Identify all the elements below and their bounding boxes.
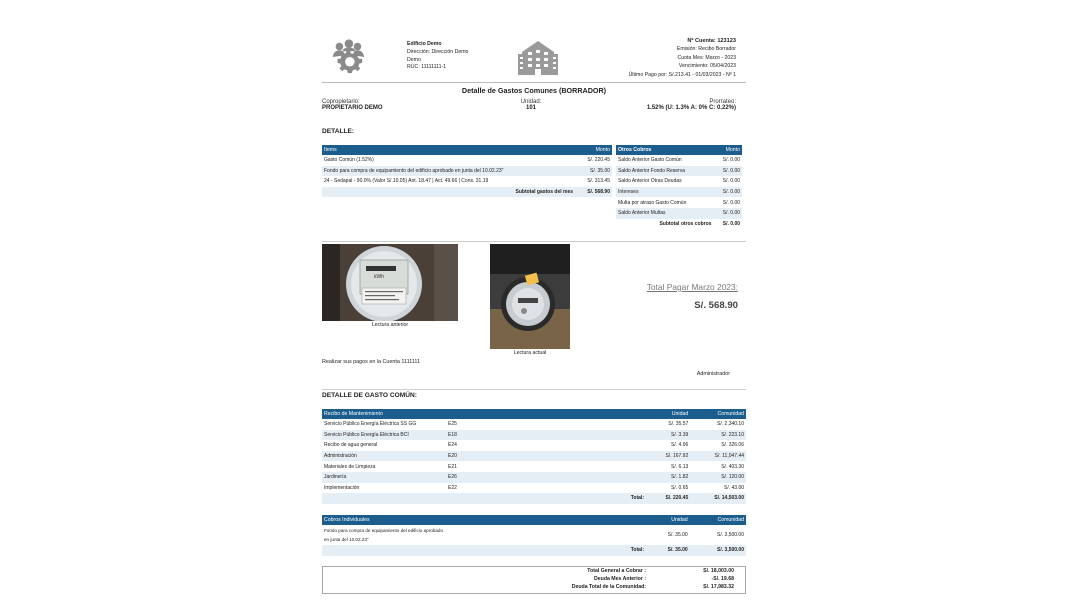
charge-amount: S/. 0.00 bbox=[722, 199, 740, 206]
due-date: Vencimiento: 05/04/2023 bbox=[678, 63, 736, 70]
previous-reading-caption: Lectura anterior bbox=[371, 322, 409, 328]
charge-label: Saldo Anterior Multas bbox=[616, 208, 713, 219]
expense-code: E26 bbox=[446, 472, 646, 483]
table-row bbox=[616, 197, 742, 208]
individual-item-community: S/. 3,500.00 bbox=[717, 532, 744, 538]
building-icon bbox=[516, 38, 560, 76]
expense-unit: S/. 1.82 bbox=[646, 472, 690, 483]
table-row bbox=[322, 461, 746, 472]
company-ruc: RUC: 11111111-1 bbox=[407, 64, 447, 71]
prorate-block bbox=[647, 99, 736, 111]
table-row bbox=[322, 176, 612, 187]
expense-unit: S/. 167.92 bbox=[646, 451, 690, 462]
individual-charges-table bbox=[322, 515, 746, 556]
owner-block bbox=[322, 99, 383, 111]
expense-community: S/. 2,340.10 bbox=[717, 421, 744, 428]
statement-page bbox=[322, 30, 746, 600]
account-number: Nº Cuenta: 123123 bbox=[687, 38, 736, 44]
maintenance-header: Recibo de Mantenimiento bbox=[322, 409, 446, 419]
expense-label: Jardinería bbox=[322, 472, 446, 483]
expense-unit: S/. 4.96 bbox=[671, 442, 689, 449]
account-info bbox=[629, 37, 736, 79]
table-row bbox=[322, 483, 746, 494]
unit-block bbox=[512, 99, 550, 111]
expense-unit: S/. 0.65 bbox=[671, 484, 689, 491]
company-name: Edificio Demo bbox=[407, 41, 442, 47]
item-amount: S/. 313.45 bbox=[587, 178, 610, 185]
expense-code: E21 bbox=[448, 463, 457, 470]
table-row bbox=[322, 419, 746, 430]
unit-col-header: Unidad bbox=[646, 409, 690, 419]
meter-kwh-label: kWh bbox=[374, 274, 384, 280]
expense-community: S/. 43.00 bbox=[723, 484, 744, 491]
code-header bbox=[446, 409, 646, 419]
expense-code: E22 bbox=[448, 484, 457, 491]
total-row bbox=[322, 545, 746, 556]
current-reading-photo bbox=[490, 244, 570, 349]
subtotal-row bbox=[616, 219, 742, 230]
payment-note: Realizar sus pagos en la Cuenta 1111111 bbox=[322, 359, 420, 365]
expense-community: S/. 120.00 bbox=[690, 472, 746, 483]
section-divider bbox=[322, 241, 746, 242]
table-row bbox=[616, 176, 742, 187]
individual-item-unit: S/. 35.00 bbox=[667, 532, 688, 538]
general-total-label: Total General a Cobrar : bbox=[587, 568, 646, 574]
subtotal-label: Subtotal gastos del mes bbox=[322, 187, 575, 198]
table-row bbox=[616, 166, 742, 177]
expense-code: E24 bbox=[448, 442, 457, 449]
previous-debt-value: -S/. 19.68 bbox=[711, 576, 734, 582]
detail-heading: DETALLE: bbox=[322, 128, 355, 135]
individual-total-unit: S/. 35.00 bbox=[646, 545, 690, 556]
expense-unit: S/. 6.13 bbox=[671, 463, 689, 470]
expense-community: S/. 223.10 bbox=[690, 430, 746, 441]
total-row bbox=[322, 493, 746, 504]
gc-heading: DETALLE DE GASTO COMÚN: bbox=[322, 392, 417, 399]
item-amount: S/. 220.45 bbox=[587, 157, 610, 164]
charge-label: Intereses bbox=[616, 187, 713, 198]
expense-community: S/. 11,047.44 bbox=[690, 451, 746, 462]
community-gear-icon bbox=[328, 38, 366, 76]
expense-label: Recibo de agua general bbox=[324, 442, 378, 449]
expense-code: E20 bbox=[446, 451, 646, 462]
expense-unit: S/. 3.39 bbox=[646, 430, 690, 441]
community-debt-value: S/. 17,983.32 bbox=[703, 584, 734, 590]
total-due-label: Total Pagar Marzo 2023: bbox=[646, 282, 738, 292]
item-amount: S/. 35.00 bbox=[575, 166, 612, 177]
item-label: Gasto Común (1.52%) bbox=[324, 157, 374, 164]
expense-community: S/. 403.30 bbox=[721, 463, 744, 470]
table-row bbox=[322, 472, 746, 483]
table-row bbox=[322, 430, 746, 441]
table-row bbox=[322, 440, 746, 451]
expense-community: S/. 326.06 bbox=[721, 442, 744, 449]
individual-item-label: Fondo para compra de equipamiento del edificio aprobado bbox=[324, 528, 444, 533]
individual-unit-header: Unidad bbox=[646, 515, 690, 525]
table-row bbox=[322, 451, 746, 462]
charge-label: Saldo Anterior Fondo Reserva bbox=[616, 166, 713, 177]
individual-item-label-2: en junta del 10.02.23" bbox=[324, 537, 369, 542]
items-header: Items bbox=[322, 145, 575, 155]
prorate-label: Prorrateo: bbox=[709, 99, 736, 105]
community-debt-label: Deuda Total de la Comunidad: bbox=[571, 584, 646, 590]
charge-label: Multa por atraso Gasto Común bbox=[618, 199, 687, 206]
general-total-value: S/. 18,003.00 bbox=[703, 568, 734, 574]
individual-header: Cobros Individuales bbox=[322, 515, 646, 525]
other-header: Otros Cobros bbox=[616, 145, 713, 155]
individual-community-header: Comunidad bbox=[690, 515, 746, 525]
table-row bbox=[616, 208, 742, 219]
unit-number: 101 bbox=[525, 105, 536, 111]
owner-label: Copropietario: bbox=[322, 99, 360, 105]
charge-amount: S/. 0.00 bbox=[713, 187, 742, 198]
items-table bbox=[322, 145, 612, 197]
last-payment: Último Pago por: S/.213.41 - 01/03/2023 - Nº 1 bbox=[628, 71, 736, 78]
header-divider bbox=[322, 82, 746, 83]
charge-amount: S/. 0.00 bbox=[713, 208, 742, 219]
other-amount-header: Monto bbox=[713, 145, 742, 155]
subtotal-value: S/. 568.90 bbox=[575, 187, 612, 198]
table-row bbox=[322, 166, 612, 177]
cuota-month: Cuota Mes: Marzo - 2023 bbox=[677, 54, 736, 61]
expense-label: Servicio Público Energía Eléctrica SS GG bbox=[324, 421, 417, 428]
item-label: 24 - Sedapal - 90.0% (Valor S/.10.05) Ant. 18.47 | Act. 49.66 | Cons. 31.19 bbox=[324, 178, 489, 185]
charge-amount: S/. 0.00 bbox=[722, 157, 740, 164]
current-reading-caption: Lectura actual bbox=[513, 350, 547, 356]
table-row bbox=[616, 187, 742, 198]
individual-total-label: Total: bbox=[322, 545, 646, 556]
table-row bbox=[322, 525, 746, 545]
company-address-2: Demo bbox=[407, 56, 421, 63]
expense-label: Administración bbox=[322, 451, 446, 462]
charge-label: Saldo Anterior Gasto Común bbox=[618, 157, 682, 164]
emission-status: Emisión: Recibo Borrador bbox=[676, 46, 736, 53]
company-info bbox=[407, 41, 468, 72]
expense-code: E18 bbox=[446, 430, 646, 441]
total-due-amount: S/. 568.90 bbox=[694, 300, 738, 311]
unit-label: Unidad: bbox=[520, 99, 542, 105]
expense-label: Servicio Público Energía Eléctrica BCI bbox=[322, 430, 446, 441]
table-row bbox=[616, 155, 742, 166]
maintenance-table bbox=[322, 409, 746, 504]
company-address: Dirección: Dirección Demo bbox=[407, 48, 469, 55]
previous-debt-label: Deuda Mes Anterior : bbox=[594, 576, 646, 582]
expense-label: Materiales de Limpieza bbox=[324, 463, 376, 470]
expense-unit: S/. 35.57 bbox=[668, 421, 689, 428]
other-charges-table bbox=[616, 145, 742, 229]
charge-amount: S/. 0.00 bbox=[713, 166, 742, 177]
individual-total-community: S/. 3,500.00 bbox=[690, 545, 746, 556]
other-subtotal-label: Subtotal otros cobros bbox=[659, 220, 712, 227]
expense-code: E25 bbox=[448, 421, 457, 428]
owner-name: PROPIETARIO DEMO bbox=[322, 105, 383, 111]
community-col-header: Comunidad bbox=[690, 409, 746, 419]
item-label: Fondo para compra de equipamiento del edificio aprobado en junta del 10.02.23" bbox=[322, 166, 575, 177]
document-title: Detalle de Gastos Comunes (BORRADOR) bbox=[461, 86, 607, 95]
maintenance-total-label: Total: bbox=[446, 493, 646, 504]
amount-header: Monto bbox=[575, 145, 612, 155]
subtotal-row bbox=[322, 187, 612, 198]
prorate-value: 1.52% (U: 1.3% A: 0% C: 0.22%) bbox=[646, 105, 736, 111]
signature-label: Administrador bbox=[696, 371, 730, 377]
maintenance-total-unit: S/. 220.45 bbox=[646, 493, 690, 504]
charge-amount: S/. 0.00 bbox=[722, 178, 740, 185]
summary-box bbox=[322, 566, 746, 594]
table-row bbox=[322, 155, 612, 166]
maintenance-total-community: S/. 14,503.00 bbox=[690, 493, 746, 504]
previous-reading-photo bbox=[322, 244, 458, 321]
expense-label: Implementación bbox=[324, 484, 360, 491]
section-divider bbox=[322, 389, 746, 390]
other-subtotal-value: S/. 0.00 bbox=[722, 220, 740, 227]
charge-label: Saldo Anterior Otras Deudas bbox=[618, 178, 682, 185]
